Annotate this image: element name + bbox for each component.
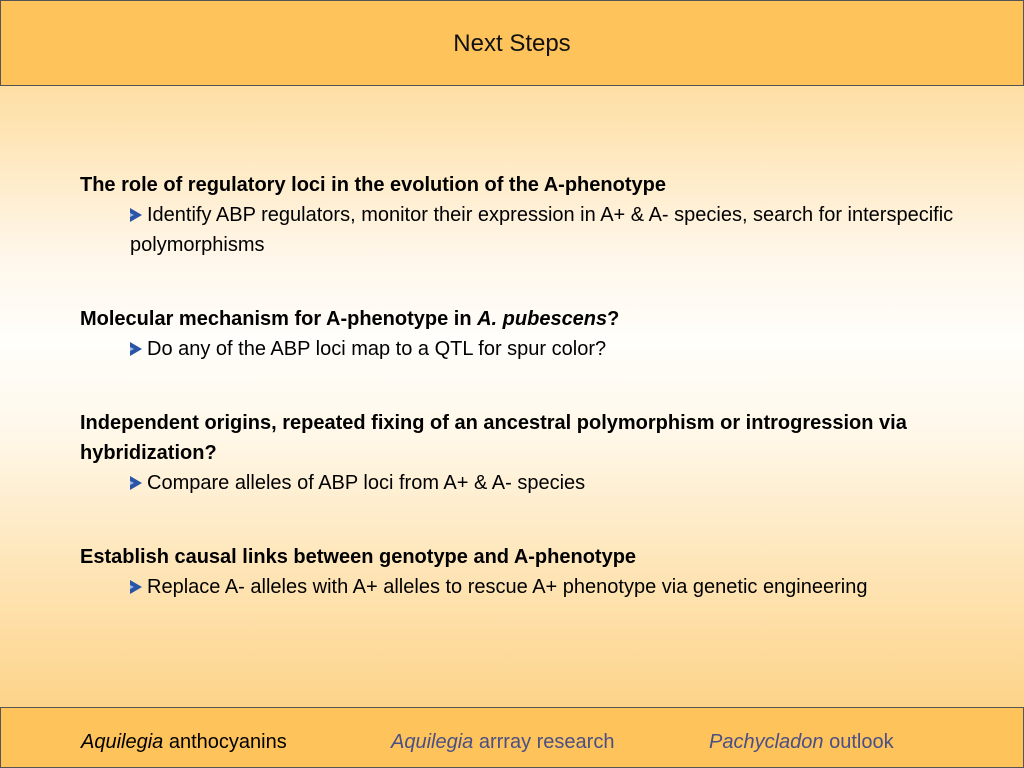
slide-header bbox=[0, 0, 1024, 86]
item-subpoint-text: Compare alleles of ABP loci from A+ & A- species bbox=[147, 472, 586, 494]
nav-link-aquilegia-anthocyanins[interactable] bbox=[81, 730, 287, 754]
list-item bbox=[80, 542, 960, 602]
nav-link-aquilegia-array-research[interactable] bbox=[391, 730, 614, 754]
species-name: A. pubescens bbox=[477, 308, 608, 330]
item-subpoint bbox=[80, 468, 960, 498]
nav-species: Pachycladon bbox=[709, 731, 824, 753]
item-heading: The role of regulatory loci in the evolution of the A-phenotype bbox=[80, 174, 666, 196]
item-subpoint bbox=[80, 200, 960, 260]
list-item bbox=[80, 304, 960, 364]
item-heading-suffix: ? bbox=[607, 308, 620, 330]
item-heading: Independent origins, repeated fixing of an ancestral polymorphism or introgression via hybridization? bbox=[80, 412, 907, 464]
triangle-bullet-icon bbox=[130, 580, 142, 594]
item-subpoint-text: Replace A- alleles with A+ alleles to rescue A+ phenotype via genetic engineering bbox=[147, 576, 868, 598]
item-heading-text: Molecular mechanism for A-phenotype in bbox=[80, 308, 478, 330]
nav-text: anthocyanins bbox=[163, 731, 287, 753]
nav-text: arrray research bbox=[473, 731, 615, 753]
nav-species: Aquilegia bbox=[81, 731, 164, 753]
slide-content bbox=[80, 170, 960, 602]
triangle-bullet-icon bbox=[130, 342, 142, 356]
nav-link-pachycladon-outlook[interactable] bbox=[709, 730, 894, 754]
item-subpoint bbox=[80, 334, 960, 364]
item-subpoint bbox=[80, 572, 960, 602]
list-item bbox=[80, 408, 960, 498]
slide-footer-nav bbox=[0, 707, 1024, 768]
triangle-bullet-icon bbox=[130, 476, 142, 490]
list-item bbox=[80, 170, 960, 260]
slide-title: Next Steps bbox=[453, 30, 571, 57]
item-subpoint-text: Do any of the ABP loci map to a QTL for spur color? bbox=[147, 338, 607, 360]
item-heading bbox=[80, 304, 960, 334]
nav-species: Aquilegia bbox=[391, 731, 474, 753]
triangle-bullet-icon bbox=[130, 208, 142, 222]
item-subpoint-text: Identify ABP regulators, monitor their expression in A+ & A- species, search for interspecific polymorphisms bbox=[130, 204, 954, 256]
nav-text: outlook bbox=[823, 731, 894, 753]
item-heading: Establish causal links between genotype and A-phenotype bbox=[80, 546, 637, 568]
